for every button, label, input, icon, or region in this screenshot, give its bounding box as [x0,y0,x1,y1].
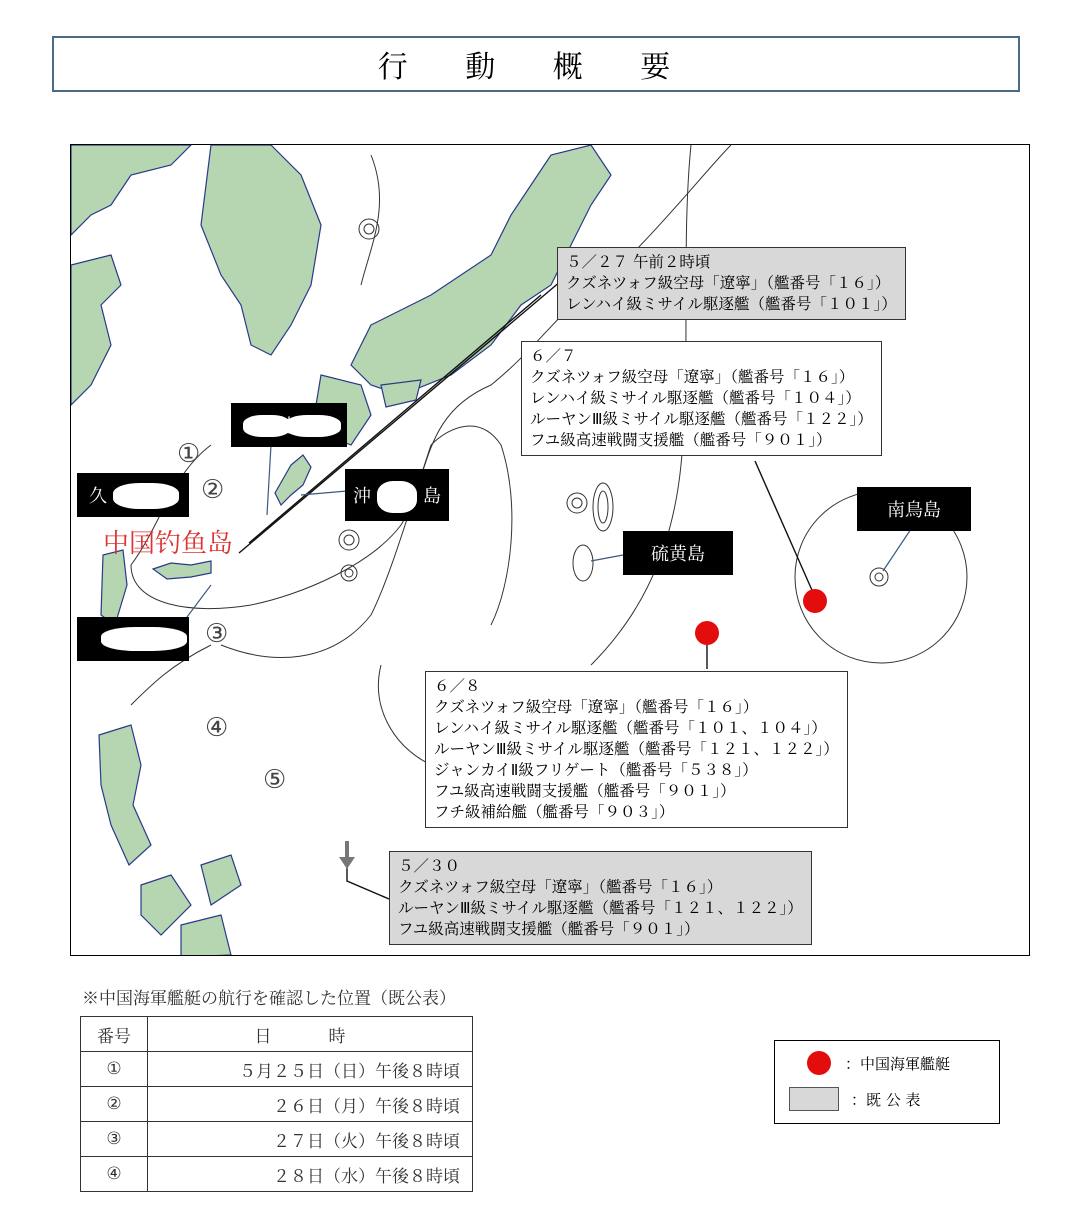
callout-line: ルーヤンⅢ級ミサイル駆逐艦（艦番号「１２１、１２２」） [434,740,839,758]
redaction-mask [243,415,291,437]
label-line-iwoto [591,555,623,561]
island-ring [345,569,353,577]
eez-boundary-line-6 [378,665,431,765]
row-number: ③ [81,1122,148,1157]
red-dot-icon [807,1051,831,1075]
callout-0530 [389,851,812,945]
callout-line: レンハイ級ミサイル駆逐艦（艦番号「１０１」） [566,295,897,313]
ship-marker-0607 [803,589,827,613]
label-text: 南鳥島 [887,500,941,521]
callout-line: フユ級高速戦闘支援艦（艦番号「９０１」） [434,782,736,800]
callout-line: フユ級高速戦闘支援艦（艦番号「９０１」） [530,431,832,449]
label-text: 久 [89,486,107,507]
red-island-label: 中国钓鱼岛 [103,529,234,559]
callout-line: ５／２７ 午前２時頃 [566,253,711,271]
island-ring [339,530,359,550]
header-number: 番号 [81,1017,148,1052]
label-line-partial-2 [267,445,271,515]
row-time: ２６日（月）午後８時頃 [148,1087,473,1122]
callout-line: ルーヤンⅢ級ミサイル駆逐艦（艦番号「１２２」） [530,410,873,428]
callout-line: ルーヤンⅢ級ミサイル駆逐艦（艦番号「１２１、１２２」） [398,899,803,917]
legend-published-label: ：既 公 表 [851,1090,921,1109]
table-row [81,1157,473,1192]
row-number: ② [81,1087,148,1122]
ship-marker-0608 [695,621,719,645]
leader-line-0530 [347,861,389,899]
label-minamitorishima [857,487,971,531]
callout-0608 [425,671,848,828]
row-number: ④ [81,1157,148,1192]
sakishima-islands [153,561,211,579]
callout-line: フチ級補給艦（艦番号「９０３」） [434,803,675,821]
legend-row-published [789,1087,921,1111]
row-time: ２８日（水）午後８時頃 [148,1157,473,1192]
redaction-mask [377,481,417,513]
callout-line: クズネツォフ級空母「遼寧」（艦番号「１６」） [398,878,723,896]
korea-peninsula [201,145,321,355]
map-legend [774,1040,1000,1124]
table-row [81,1122,473,1157]
japan-shikoku [381,380,421,407]
callout-line: ジャンカイⅡ級フリゲート（艦番号「５３８」） [434,761,758,779]
callout-line: レンハイ級ミサイル駆逐艦（艦番号「１０４」） [530,389,861,407]
callout-line: ６／７ [530,347,577,365]
philippines-islands-2 [201,855,241,905]
position-number-2: ② [201,475,225,505]
position-number-4: ④ [205,713,229,743]
legend-ship-label: ：中国海軍艦艇 [845,1054,951,1073]
island-ring [567,493,587,513]
position-number-5: ⑤ [263,765,287,795]
minamitorishima-island-ring [870,568,888,586]
callout-line: フユ級高速戦闘支援艦（艦番号「９０１」） [398,920,700,938]
row-time: ５月２５日（日）午後８時頃 [148,1052,473,1087]
redaction-mask [285,415,341,437]
leader-line-0607 [755,461,815,597]
label-text: 硫黄島 [651,544,705,565]
china-landmass-2 [71,255,121,405]
island-ring [344,535,354,545]
position-number-3: ③ [205,619,229,649]
taiwan-island [101,550,127,625]
callout-0607 [521,341,882,456]
callout-line: レンハイ級ミサイル駆逐艦（艦番号「１０１、１０４」） [434,719,827,737]
china-landmass [71,145,191,235]
legend-row-ship [789,1051,950,1075]
island-ring [598,491,608,523]
label-text: 沖 [353,486,371,507]
eez-boundary-line-4 [431,426,512,625]
gray-swatch-icon [789,1087,839,1111]
callout-line: クズネツォフ級空母「遼寧」（艦番号「１６」） [566,274,891,292]
redaction-mask [113,483,179,509]
arrow-head [339,857,355,869]
callout-line: ５／３０ [398,857,461,875]
map-area [70,144,1030,956]
position-number-1: ① [177,439,201,469]
page-title: 行 動 概 要 [52,36,1020,92]
island-ring [572,498,582,508]
redaction-mask [101,627,187,651]
row-number: ① [81,1052,148,1087]
island-ring [593,483,613,531]
philippines-luzon [99,725,151,865]
callout-line: ６／８ [434,677,481,695]
table-note: ※中国海軍艦艇の航行を確認した位置（既公表） [82,989,456,1009]
label-text: 島 [423,486,441,507]
label-iwoto [623,531,733,575]
table-row [81,1087,473,1122]
header-datetime: 日 時 [148,1017,473,1052]
callout-line: クズネツォフ級空母「遼寧」（艦番号「１６」） [530,368,855,386]
island-ring [573,545,593,581]
island-ring [364,224,374,234]
callout-line: クズネツォフ級空母「遼寧」（艦番号「１６」） [434,698,759,716]
table-row [81,1052,473,1087]
minamitorishima-island-ring [875,573,883,581]
table-header-row [81,1017,473,1052]
philippines-islands-3 [181,915,231,956]
time-table [80,1016,473,1192]
callout-0527 [557,247,906,320]
row-time: ２７日（火）午後８時頃 [148,1122,473,1157]
